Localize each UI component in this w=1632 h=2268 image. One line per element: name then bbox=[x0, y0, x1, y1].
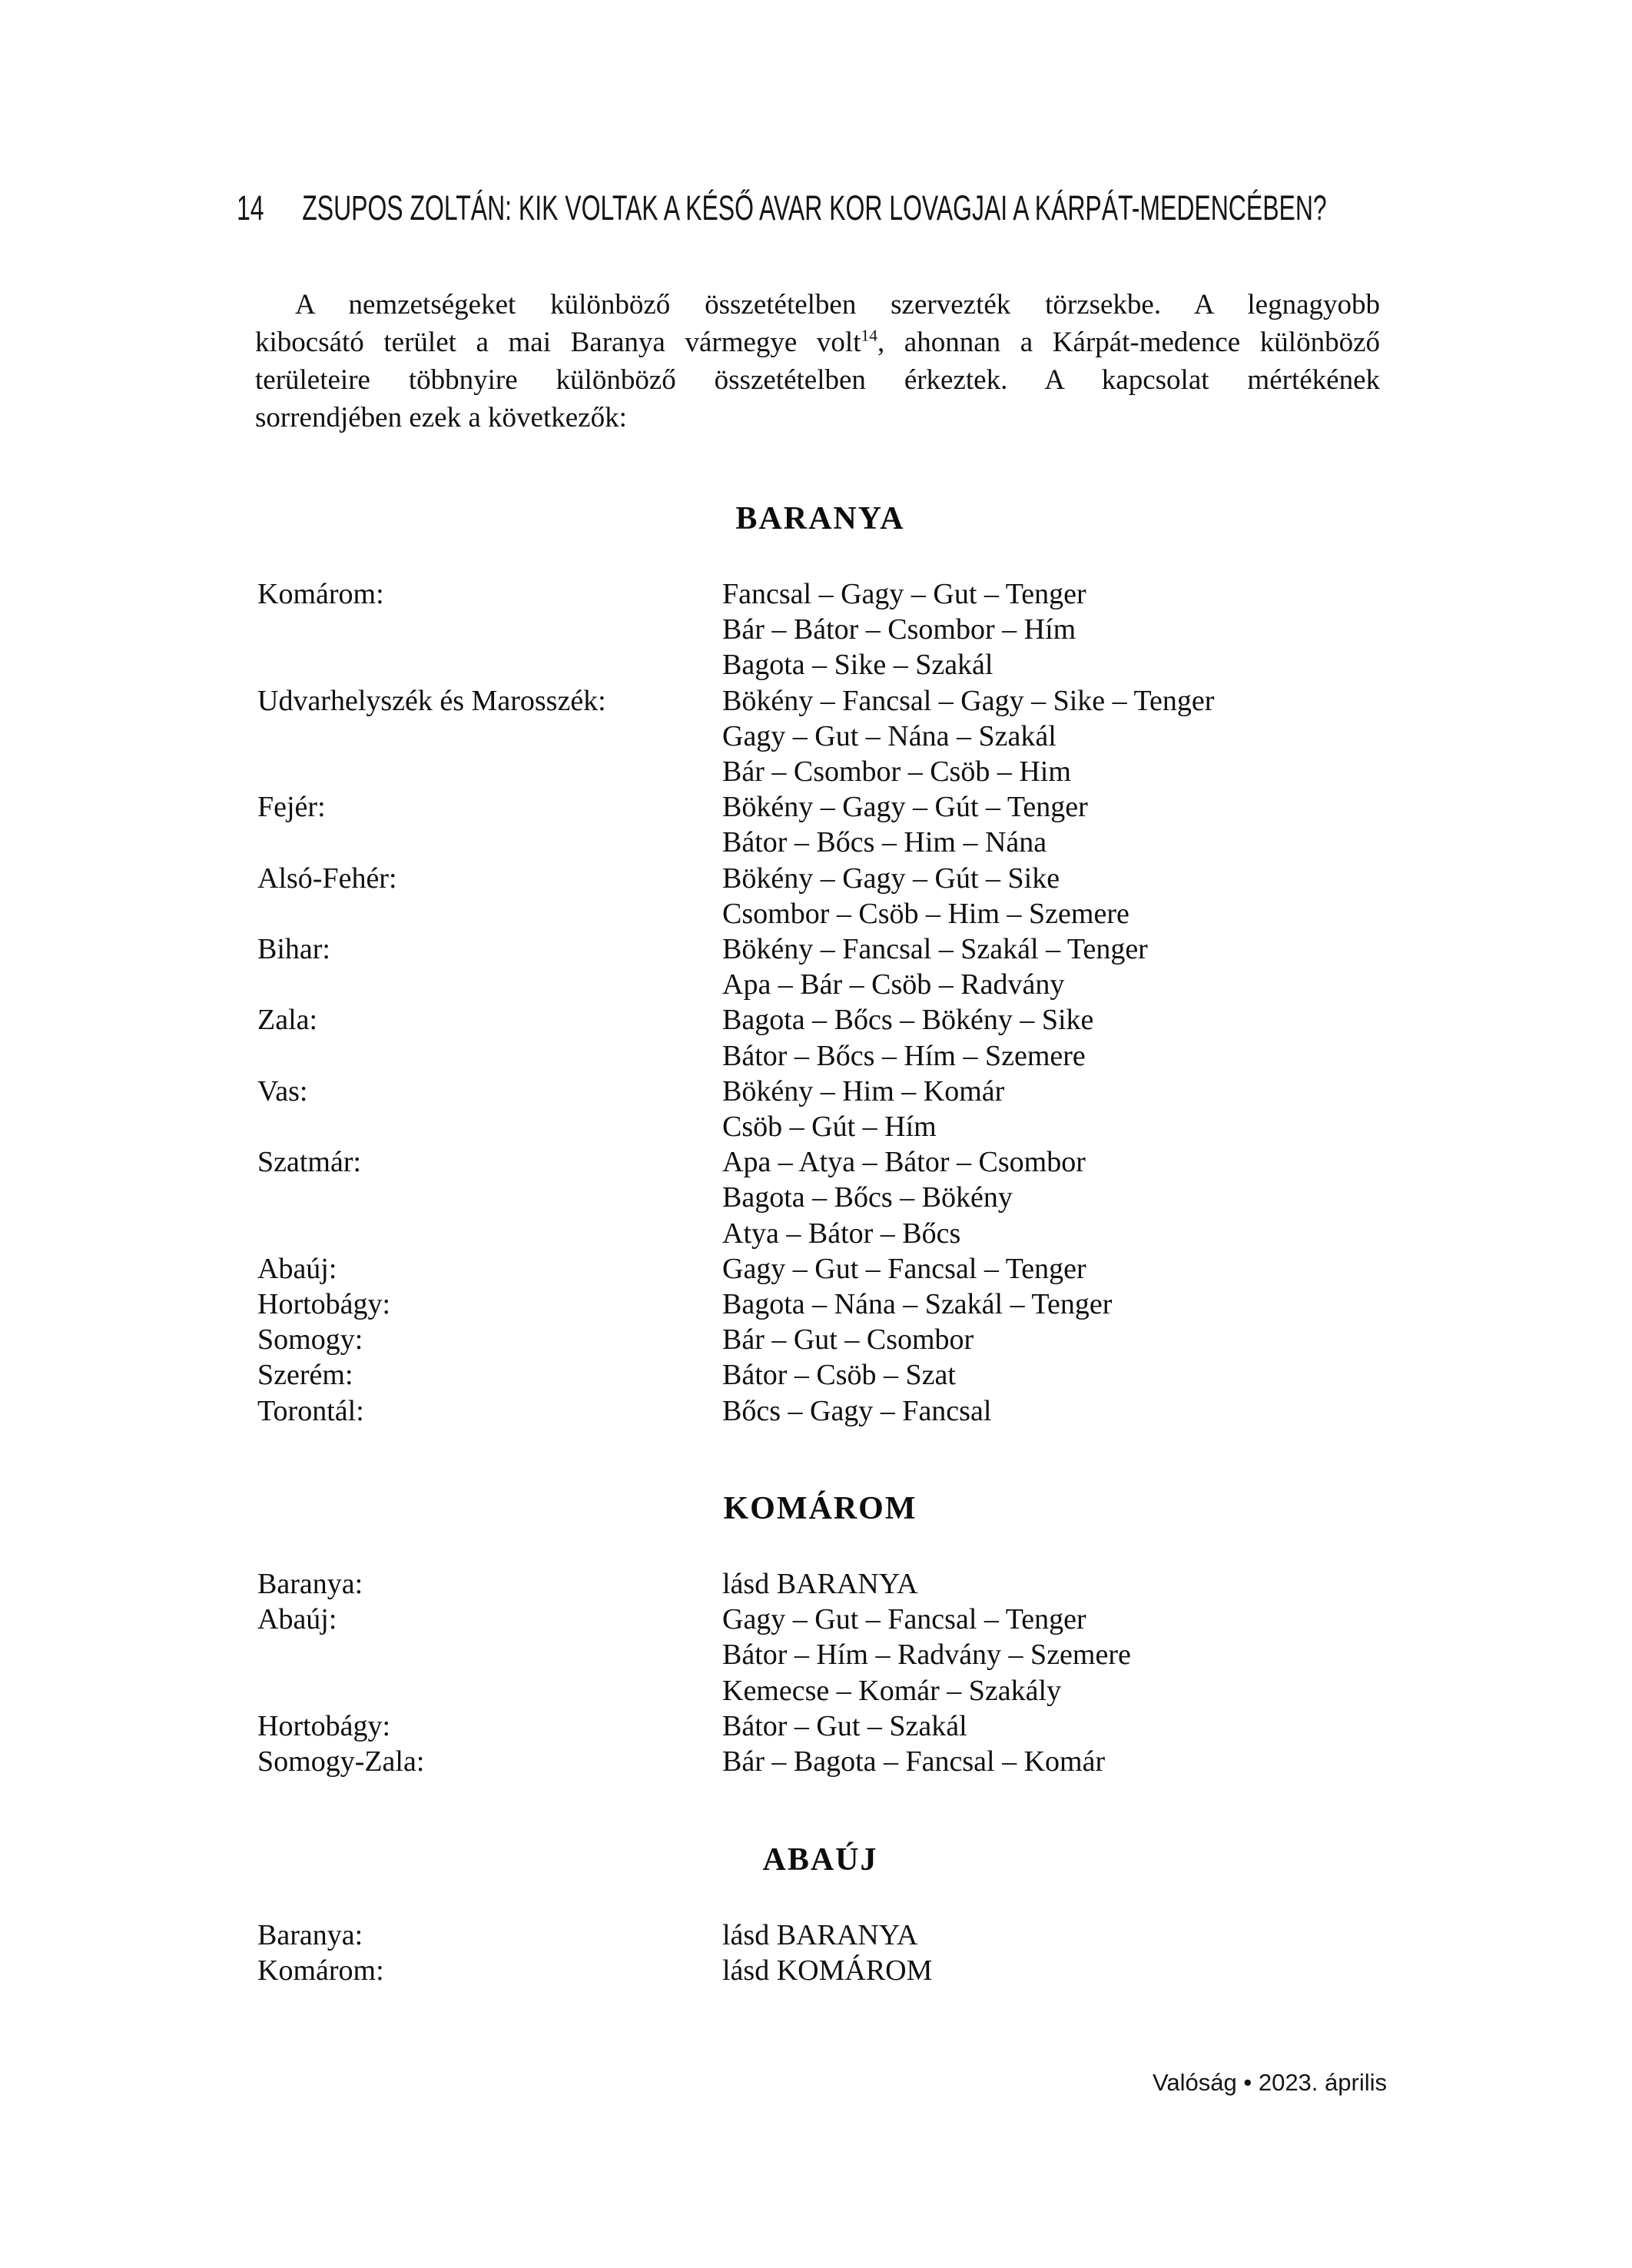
table-row bbox=[257, 1393, 1383, 1429]
region-label bbox=[257, 1180, 722, 1215]
region-label bbox=[257, 896, 722, 931]
region-label bbox=[257, 647, 722, 682]
clan-list: Bökény – Fancsal – Szakál – Tenger bbox=[722, 933, 1148, 966]
table-row bbox=[257, 789, 1383, 825]
clan-list: lásd BARANYA bbox=[722, 1919, 918, 1951]
footnote-reference: 14 bbox=[861, 326, 877, 345]
table-row bbox=[257, 1251, 1383, 1287]
table-row bbox=[257, 861, 1383, 896]
region-label: Komárom: bbox=[257, 1954, 384, 1987]
table-row bbox=[257, 719, 1383, 754]
region-label: Vas: bbox=[257, 1074, 308, 1107]
clan-list: Bátor – Gut – Szakál bbox=[722, 1709, 967, 1742]
table-row bbox=[257, 1322, 1383, 1357]
table-row bbox=[257, 1918, 1383, 1953]
section-heading: ABAÚJ bbox=[762, 1842, 878, 1878]
section-rows bbox=[257, 1566, 1383, 1779]
clan-list: Csöb – Gút – Hím bbox=[722, 1111, 937, 1144]
intro-line-3: területeire többnyire különböző összetételben érkeztek. A kapcsolat mértékének bbox=[255, 364, 1380, 396]
region-label bbox=[257, 1109, 722, 1144]
table-row bbox=[257, 576, 1383, 612]
intro-line-2-post: , ahonnan a Kárpát-medence különböző bbox=[877, 327, 1380, 358]
clan-list: Bátor – Bőcs – Him – Nána bbox=[722, 826, 1047, 859]
region-label bbox=[257, 1673, 722, 1708]
table-row bbox=[257, 1566, 1383, 1602]
section-rows bbox=[257, 576, 1383, 1429]
table-row bbox=[257, 1216, 1383, 1251]
clan-list: Bökény – Gagy – Gút – Sike bbox=[722, 862, 1060, 895]
table-row bbox=[257, 896, 1383, 931]
running-title: ZSUPOS ZOLTÁN: KIK VOLTAK A KÉSŐ AVAR KOR LOVAGJAI A KÁRPÁT-MEDENCÉBEN? bbox=[302, 188, 1327, 227]
clan-list: Gagy – Gut – Fancsal – Tenger bbox=[722, 1603, 1086, 1636]
clan-list: Bátor – Csöb – Szat bbox=[722, 1359, 956, 1392]
section bbox=[257, 1489, 1383, 1779]
clan-list: Bár – Csombor – Csöb – Him bbox=[722, 755, 1071, 789]
page-number: 14 bbox=[237, 188, 264, 227]
intro-paragraph bbox=[255, 286, 1380, 437]
section-heading: BARANYA bbox=[735, 501, 905, 536]
region-label: Zala: bbox=[257, 1004, 318, 1037]
table-row bbox=[257, 1144, 1383, 1180]
table-row bbox=[257, 754, 1383, 789]
region-label: Komárom: bbox=[257, 578, 384, 610]
section bbox=[257, 500, 1383, 1429]
table-row bbox=[257, 647, 1383, 682]
region-label: Bihar: bbox=[257, 933, 330, 966]
clan-list: Bátor – Bőcs – Hím – Szemere bbox=[722, 1039, 1086, 1072]
table-row bbox=[257, 1357, 1383, 1393]
clan-list: Bagota – Bőcs – Bökény – Sike bbox=[722, 1004, 1094, 1037]
region-label bbox=[257, 612, 722, 647]
clan-list: Bátor – Hím – Radvány – Szemere bbox=[722, 1639, 1131, 1672]
intro-line-1: A nemzetségeket különböző összetételben szervezték törzsekbe. A legnagyobb bbox=[295, 289, 1380, 320]
clan-list: Gagy – Gut – Fancsal – Tenger bbox=[722, 1252, 1086, 1285]
region-label: Udvarhelyszék és Marosszék: bbox=[257, 684, 606, 717]
clan-list: Atya – Bátor – Bőcs bbox=[722, 1217, 961, 1250]
table-row bbox=[257, 1180, 1383, 1215]
section-rows bbox=[257, 1918, 1383, 1988]
table-row bbox=[257, 612, 1383, 647]
clan-list: lásd KOMÁROM bbox=[722, 1954, 933, 1987]
region-label: Alsó-Fehér: bbox=[257, 862, 397, 895]
region-label bbox=[257, 1038, 722, 1074]
clan-list: Csombor – Csöb – Him – Szemere bbox=[722, 897, 1129, 930]
table-row bbox=[257, 1287, 1383, 1322]
clan-list: Bökény – Gagy – Gút – Tenger bbox=[722, 791, 1088, 824]
region-label: Szatmár: bbox=[257, 1146, 362, 1179]
clan-list: Bökény – Fancsal – Gagy – Sike – Tenger bbox=[722, 684, 1215, 717]
region-label: Hortobágy: bbox=[257, 1288, 391, 1321]
region-label: Somogy: bbox=[257, 1323, 363, 1356]
region-label: Somogy-Zala: bbox=[257, 1745, 425, 1778]
clan-list: Fancsal – Gagy – Gut – Tenger bbox=[722, 578, 1086, 610]
table-row bbox=[257, 967, 1383, 1002]
table-row bbox=[257, 1074, 1383, 1109]
clan-list: Apa – Atya – Bátor – Csombor bbox=[722, 1146, 1086, 1179]
region-label bbox=[257, 719, 722, 754]
section bbox=[257, 1841, 1383, 1988]
region-label: Hortobágy: bbox=[257, 1709, 391, 1742]
clan-list: Bökény – Him – Komár bbox=[722, 1074, 1005, 1107]
region-label: Baranya: bbox=[257, 1568, 363, 1600]
intro-line-2 bbox=[255, 324, 1380, 361]
clan-list: Bár – Bagota – Fancsal – Komár bbox=[722, 1745, 1106, 1778]
region-label: Baranya: bbox=[257, 1919, 363, 1951]
section-heading: KOMÁROM bbox=[723, 1491, 917, 1526]
clan-list: Gagy – Gut – Nána – Szakál bbox=[722, 719, 1056, 752]
region-label: Abaúj: bbox=[257, 1603, 337, 1636]
clan-list: Kemecse – Komár – Szakály bbox=[722, 1674, 1062, 1707]
region-label: Szerém: bbox=[257, 1359, 353, 1392]
table-row bbox=[257, 825, 1383, 860]
clan-list: Bagota – Bőcs – Bökény bbox=[722, 1181, 1013, 1214]
clan-list: Bár – Bátor – Csombor – Hím bbox=[722, 613, 1076, 646]
clan-list: lásd BARANYA bbox=[722, 1568, 918, 1600]
page-footer: Valóság • 2023. április bbox=[1153, 2069, 1387, 2096]
table-row bbox=[257, 1602, 1383, 1637]
page-header bbox=[237, 188, 1327, 227]
region-label: Abaúj: bbox=[257, 1252, 337, 1285]
table-row bbox=[257, 1708, 1383, 1744]
region-label: Torontál: bbox=[257, 1394, 364, 1427]
clan-list: Apa – Bár – Csöb – Radvány bbox=[722, 968, 1065, 1001]
region-label bbox=[257, 1637, 722, 1672]
region-label bbox=[257, 754, 722, 789]
table-row bbox=[257, 1744, 1383, 1779]
region-label bbox=[257, 1216, 722, 1251]
table-row bbox=[257, 683, 1383, 719]
table-row bbox=[257, 931, 1383, 967]
table-row bbox=[257, 1038, 1383, 1074]
region-label: Fejér: bbox=[257, 791, 326, 824]
clan-list: Bőcs – Gagy – Fancsal bbox=[722, 1394, 992, 1427]
table-row bbox=[257, 1002, 1383, 1038]
region-label bbox=[257, 825, 722, 860]
table-row bbox=[257, 1673, 1383, 1708]
intro-line-2-pre: kibocsátó terület a mai Baranya vármegye volt bbox=[255, 327, 861, 358]
region-label bbox=[257, 967, 722, 1002]
table-row bbox=[257, 1637, 1383, 1672]
table-row bbox=[257, 1109, 1383, 1144]
clan-list: Bagota – Sike – Szakál bbox=[722, 649, 993, 682]
table-row bbox=[257, 1953, 1383, 1988]
clan-list: Bagota – Nána – Szakál – Tenger bbox=[722, 1288, 1113, 1321]
intro-line-4: sorrendjében ezek a következők: bbox=[255, 402, 627, 433]
clan-list: Bár – Gut – Csombor bbox=[722, 1323, 974, 1356]
